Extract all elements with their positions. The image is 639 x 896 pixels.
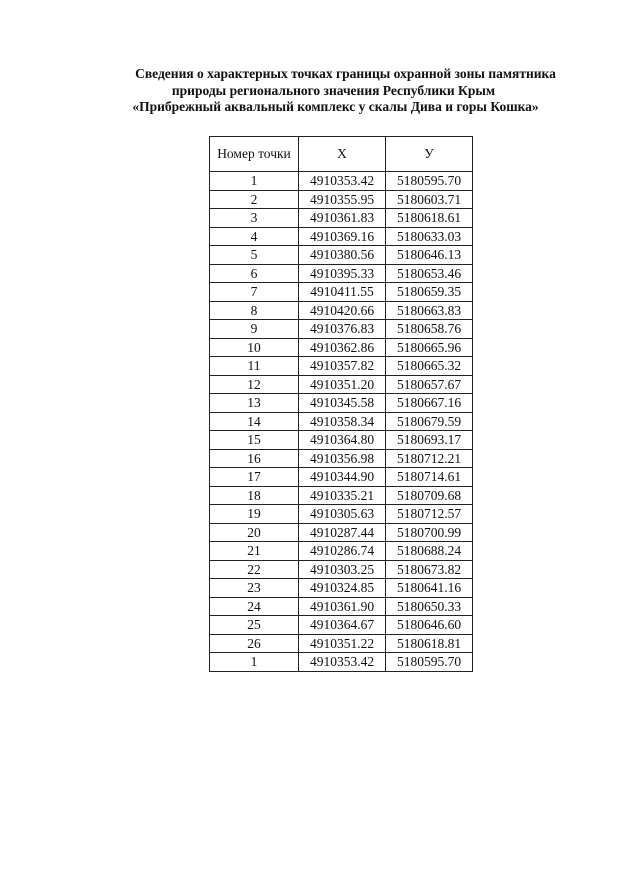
cell-x: 4910364.67	[299, 616, 386, 635]
table-row	[210, 542, 473, 561]
cell-point-number: 19	[210, 505, 299, 524]
table-row	[210, 634, 473, 653]
cell-x: 4910287.44	[299, 523, 386, 542]
cell-x: 4910369.16	[299, 227, 386, 246]
table-row	[210, 375, 473, 394]
table-row	[210, 209, 473, 228]
cell-y: 5180667.16	[386, 394, 473, 413]
coordinates-table	[209, 136, 473, 672]
table-row	[210, 560, 473, 579]
cell-y: 5180679.59	[386, 412, 473, 431]
cell-x: 4910411.55	[299, 283, 386, 302]
table-row	[210, 616, 473, 635]
cell-y: 5180693.17	[386, 431, 473, 450]
header-x: Х	[299, 137, 386, 172]
cell-y: 5180658.76	[386, 320, 473, 339]
cell-y: 5180650.33	[386, 597, 473, 616]
table-row	[210, 431, 473, 450]
cell-x: 4910376.83	[299, 320, 386, 339]
cell-x: 4910364.80	[299, 431, 386, 450]
cell-x: 4910351.20	[299, 375, 386, 394]
cell-point-number: 25	[210, 616, 299, 635]
cell-y: 5180665.32	[386, 357, 473, 376]
table-row	[210, 283, 473, 302]
cell-y: 5180618.61	[386, 209, 473, 228]
table-row	[210, 264, 473, 283]
cell-y: 5180633.03	[386, 227, 473, 246]
table-row	[210, 227, 473, 246]
cell-x: 4910305.63	[299, 505, 386, 524]
cell-y: 5180653.46	[386, 264, 473, 283]
header-y: У	[386, 137, 473, 172]
cell-x: 4910362.86	[299, 338, 386, 357]
cell-x: 4910361.90	[299, 597, 386, 616]
cell-y: 5180712.57	[386, 505, 473, 524]
cell-point-number: 1	[210, 172, 299, 191]
header-point-number: Номер точки	[210, 137, 299, 172]
title-line-2: природы регионального значения Республики Крым	[171, 82, 496, 98]
cell-point-number: 15	[210, 431, 299, 450]
table-header-row	[210, 137, 473, 172]
cell-y: 5180673.82	[386, 560, 473, 579]
cell-point-number: 23	[210, 579, 299, 598]
table-row	[210, 172, 473, 191]
cell-y: 5180663.83	[386, 301, 473, 320]
cell-x: 4910344.90	[299, 468, 386, 487]
table-row	[210, 394, 473, 413]
cell-y: 5180688.24	[386, 542, 473, 561]
cell-point-number: 21	[210, 542, 299, 561]
cell-point-number: 18	[210, 486, 299, 505]
cell-x: 4910335.21	[299, 486, 386, 505]
cell-point-number: 9	[210, 320, 299, 339]
cell-x: 4910361.83	[299, 209, 386, 228]
cell-point-number: 6	[210, 264, 299, 283]
table-row	[210, 486, 473, 505]
cell-x: 4910355.95	[299, 190, 386, 209]
cell-x: 4910395.33	[299, 264, 386, 283]
cell-y: 5180646.60	[386, 616, 473, 635]
table-row	[210, 320, 473, 339]
cell-y: 5180646.13	[386, 246, 473, 265]
cell-x: 4910351.22	[299, 634, 386, 653]
cell-point-number: 2	[210, 190, 299, 209]
table-row	[210, 523, 473, 542]
table-row	[210, 301, 473, 320]
cell-y: 5180595.70	[386, 653, 473, 672]
cell-y: 5180700.99	[386, 523, 473, 542]
title-line-3: «Прибрежный аквальный комплекс у скалы Дива и горы Кошка»	[132, 99, 539, 114]
cell-y: 5180712.21	[386, 449, 473, 468]
title-line-1: Сведения о характерных точках границы охранной зоны памятника	[135, 66, 556, 81]
cell-point-number: 12	[210, 375, 299, 394]
cell-y: 5180657.67	[386, 375, 473, 394]
table-row	[210, 468, 473, 487]
table-row	[210, 412, 473, 431]
cell-x: 4910420.66	[299, 301, 386, 320]
cell-x: 4910356.98	[299, 449, 386, 468]
document-title	[0, 66, 639, 116]
table-row	[210, 449, 473, 468]
cell-point-number: 22	[210, 560, 299, 579]
cell-y: 5180709.68	[386, 486, 473, 505]
table-row	[210, 190, 473, 209]
cell-x: 4910345.58	[299, 394, 386, 413]
cell-point-number: 13	[210, 394, 299, 413]
table-row	[210, 357, 473, 376]
cell-point-number: 3	[210, 209, 299, 228]
cell-point-number: 16	[210, 449, 299, 468]
table-row	[210, 505, 473, 524]
cell-point-number: 7	[210, 283, 299, 302]
cell-point-number: 20	[210, 523, 299, 542]
cell-x: 4910303.25	[299, 560, 386, 579]
cell-point-number: 17	[210, 468, 299, 487]
cell-point-number: 4	[210, 227, 299, 246]
cell-y: 5180618.81	[386, 634, 473, 653]
cell-x: 4910353.42	[299, 172, 386, 191]
table-row	[210, 579, 473, 598]
table-row	[210, 246, 473, 265]
cell-point-number: 8	[210, 301, 299, 320]
cell-x: 4910286.74	[299, 542, 386, 561]
table-body	[210, 172, 473, 672]
table-row	[210, 653, 473, 672]
cell-y: 5180603.71	[386, 190, 473, 209]
cell-y: 5180595.70	[386, 172, 473, 191]
cell-y: 5180641.16	[386, 579, 473, 598]
cell-x: 4910324.85	[299, 579, 386, 598]
cell-point-number: 24	[210, 597, 299, 616]
cell-point-number: 1	[210, 653, 299, 672]
cell-point-number: 5	[210, 246, 299, 265]
cell-y: 5180665.96	[386, 338, 473, 357]
cell-x: 4910353.42	[299, 653, 386, 672]
cell-y: 5180659.35	[386, 283, 473, 302]
cell-point-number: 10	[210, 338, 299, 357]
cell-point-number: 26	[210, 634, 299, 653]
cell-x: 4910380.56	[299, 246, 386, 265]
cell-x: 4910358.34	[299, 412, 386, 431]
cell-point-number: 14	[210, 412, 299, 431]
table-row	[210, 597, 473, 616]
cell-y: 5180714.61	[386, 468, 473, 487]
table-row	[210, 338, 473, 357]
cell-x: 4910357.82	[299, 357, 386, 376]
cell-point-number: 11	[210, 357, 299, 376]
